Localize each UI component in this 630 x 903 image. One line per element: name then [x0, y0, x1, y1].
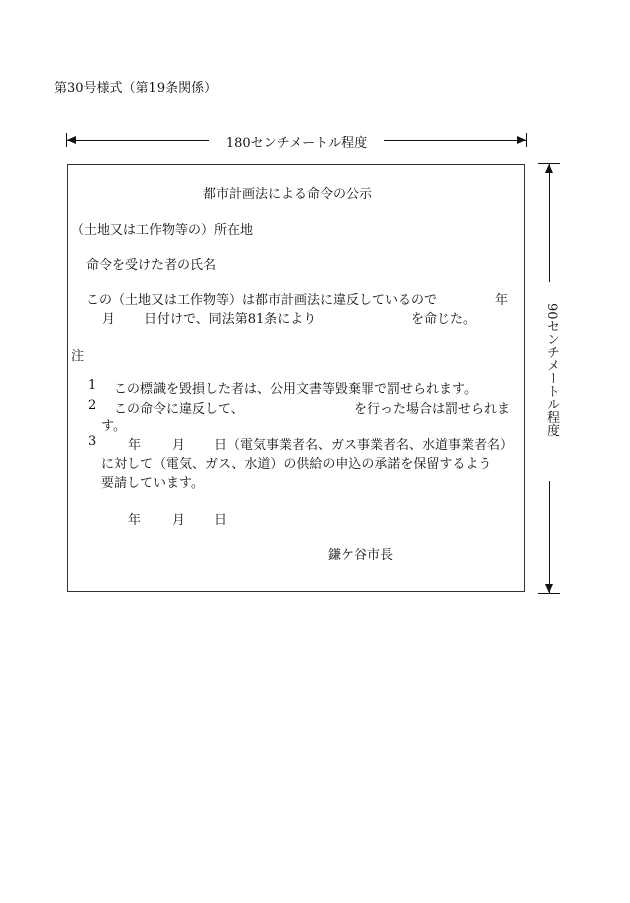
width-dimension-label: 180センチメートル程度 — [225, 136, 368, 151]
note-2-text-part2: を行った場合は罰せられま — [354, 402, 511, 417]
note-3-line-3: 要請しています。 — [101, 476, 204, 491]
date-month: 月 — [172, 513, 186, 528]
arrow-up-icon — [545, 164, 553, 173]
height-dimension-label: 90センチメートル程度 — [544, 303, 559, 437]
body-year: 年 — [495, 293, 509, 308]
date-day: 日 — [214, 513, 228, 528]
note-3-number: 3 — [88, 434, 97, 449]
body-month: 月 — [102, 312, 116, 327]
issuer-name: 鎌ケ谷市長 — [328, 548, 394, 563]
body-day-text: 日付けで、同法第81条により — [144, 312, 317, 327]
height-dimension — [538, 163, 560, 594]
height-dimension-line-top — [549, 164, 550, 282]
note-3-day-text: 日（電気事業者名、ガス事業者名、水道事業者名） — [214, 438, 514, 453]
notice-title: 都市計画法による命令の公示 — [203, 187, 373, 202]
form-number-label: 第30号様式（第19条関係） — [54, 81, 218, 96]
location-label: （土地又は工作物等の）所在地 — [71, 223, 254, 238]
note-3-year: 年 — [128, 438, 142, 453]
note-2-number: 2 — [88, 398, 97, 413]
note-2-text-part3: す。 — [101, 419, 126, 434]
recipient-name-label: 命令を受けた者の氏名 — [86, 258, 217, 273]
date-year: 年 — [128, 513, 142, 528]
note-3-month: 月 — [172, 438, 186, 453]
arrow-down-icon — [545, 584, 553, 593]
note-1-number: 1 — [88, 378, 97, 393]
height-dimension-line-bottom — [549, 481, 550, 593]
note-3-line-2: に対して（電気、ガス、水道）の供給の申込の承諾を保留するよう — [101, 457, 492, 472]
body-line-1: この（土地又は工作物等）は都市計画法に違反しているので — [86, 293, 438, 308]
note-1-text: この標識を毀損した者は、公用文書等毀棄罪で罰せられます。 — [114, 382, 477, 397]
notes-heading: 注 — [71, 349, 85, 364]
note-2-text-part1: この命令に違反して、 — [114, 402, 244, 417]
body-order-text: を命じた。 — [411, 312, 477, 327]
width-dimension — [66, 133, 527, 151]
